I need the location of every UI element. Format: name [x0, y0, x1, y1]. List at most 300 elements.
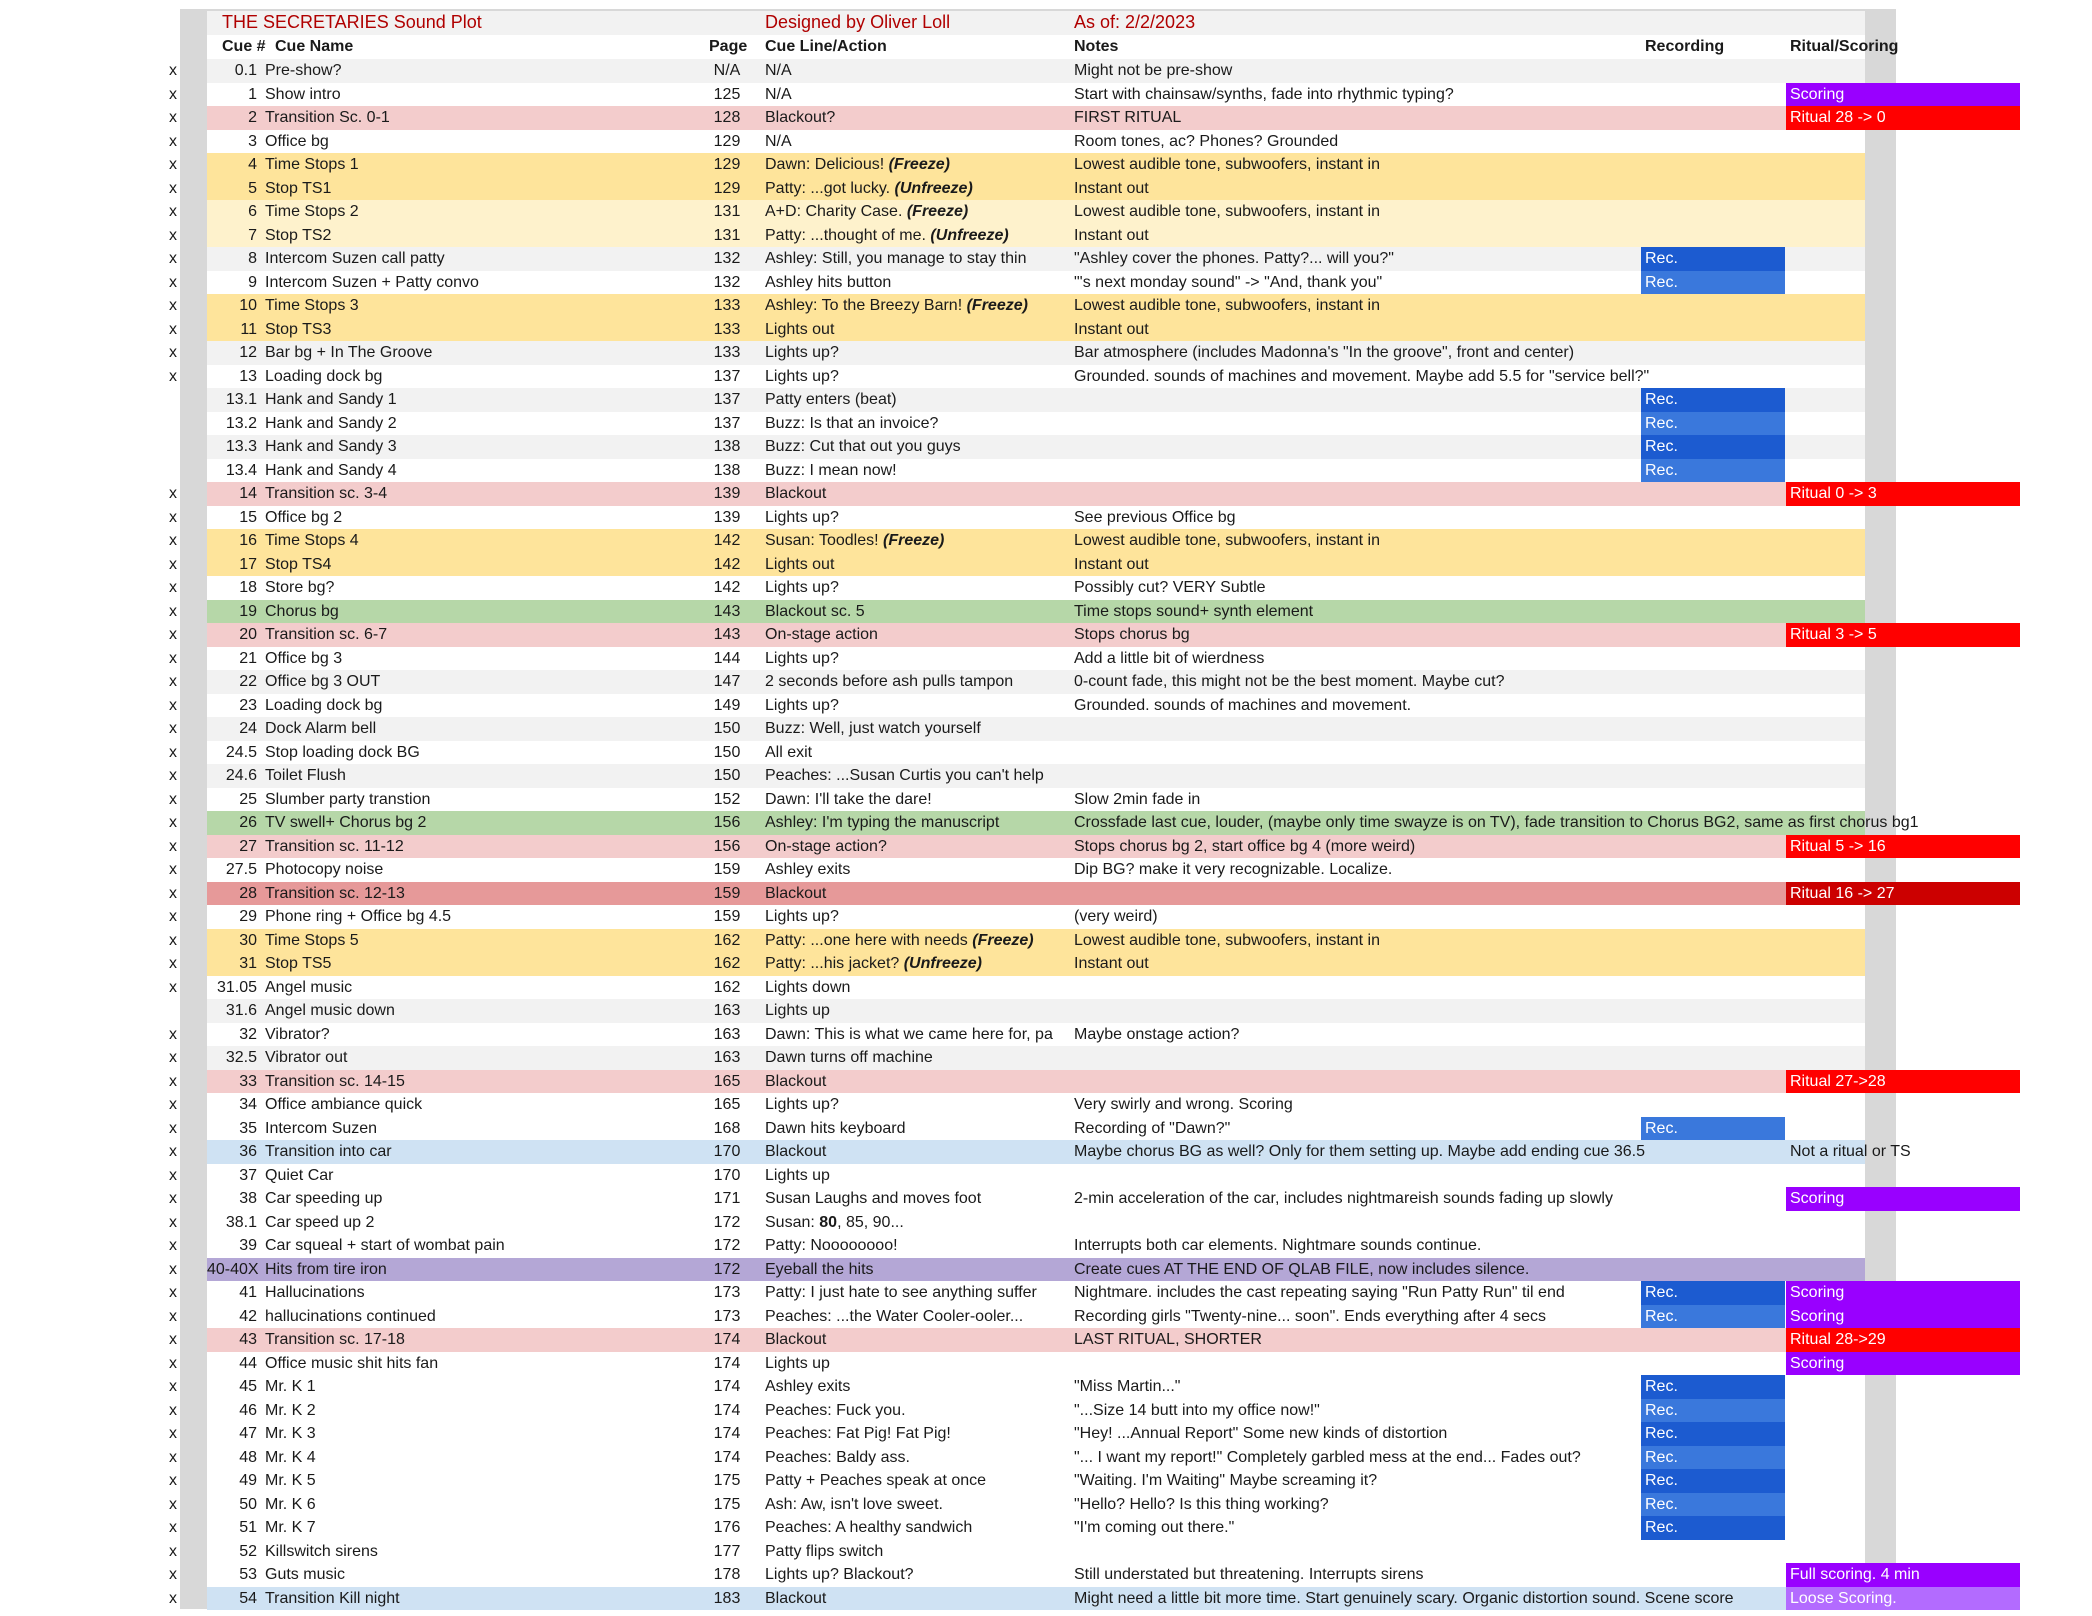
row-fill — [207, 1375, 1865, 1399]
table-row — [165, 482, 1877, 506]
cue-line: Susan: Toodles! (Freeze) — [765, 532, 945, 549]
cue-name: Guts music — [265, 1566, 346, 1583]
cue-notes: Lowest audible tone, subwoofers, instant in — [1074, 156, 1380, 173]
done-mark — [165, 435, 181, 459]
cue-line: Peaches: ...Susan Curtis you can't help — [765, 767, 1044, 784]
cue-name: Office bg — [265, 132, 329, 150]
table-row — [165, 1234, 1865, 1258]
cue-line: Lights up? Blackout? — [765, 1566, 914, 1583]
cue-number: 20 — [239, 626, 257, 643]
cue-page: 156 — [713, 837, 741, 855]
cue-name: Intercom Suzen — [265, 1119, 378, 1137]
cue-page: 174 — [713, 1354, 741, 1372]
row-fill — [207, 929, 1865, 953]
cue-line: Susan Laughs and moves foot — [765, 1190, 982, 1207]
table-row — [165, 318, 1865, 342]
cue-name: Transition sc. 17-18 — [265, 1331, 405, 1348]
table-row — [165, 976, 1865, 1000]
cue-notes: Recording of "Dawn?" — [1074, 1119, 1231, 1137]
done-mark — [165, 999, 181, 1023]
table-row — [165, 435, 1865, 459]
col-recording: Recording — [1645, 38, 1725, 55]
cue-page: 173 — [713, 1307, 741, 1325]
cue-name: Transition sc. 14-15 — [265, 1072, 405, 1090]
cue-number: 14 — [239, 485, 257, 502]
cue-notes: "...Size 14 butt into my office now!" — [1074, 1401, 1320, 1419]
row-fill — [207, 1234, 1865, 1258]
cue-number: 33 — [239, 1072, 257, 1090]
cue-line: Blackout? — [765, 109, 836, 126]
done-mark: x — [169, 1519, 177, 1536]
cue-notes: Stops chorus bg 2, start office bg 4 (more weird) — [1074, 837, 1416, 855]
done-mark: x — [169, 226, 177, 244]
cue-name: Transition sc. 11-12 — [265, 837, 404, 855]
cue-notes: "Waiting. I'm Waiting" Maybe screaming it? — [1074, 1472, 1378, 1489]
row-fill — [207, 1516, 1865, 1540]
done-mark: x — [169, 1354, 177, 1372]
table-row — [165, 1187, 1865, 1211]
cue-page: 172 — [713, 1237, 741, 1254]
cue-name: Car squeal + start of wombat pain — [265, 1237, 505, 1254]
title-row — [165, 11, 1865, 35]
cue-page: 150 — [713, 767, 741, 784]
cue-notes: "'s next monday sound" -> "And, thank you" — [1074, 273, 1383, 291]
recording-badge: Rec. — [1641, 435, 1785, 459]
row-fill — [207, 341, 1865, 365]
ritual-scoring-cell: Ritual 28->29 — [1786, 1328, 2020, 1352]
cue-name: Dock Alarm bell — [265, 720, 377, 737]
freeze-tag: (Freeze) — [902, 203, 969, 220]
recording-badge: Rec. — [1641, 1493, 1785, 1517]
cue-name: Bar bg + In The Groove — [265, 344, 433, 361]
cue-line: Blackout sc. 5 — [765, 602, 865, 620]
cue-number: 16 — [239, 532, 257, 549]
cue-notes: (very weird) — [1074, 908, 1158, 925]
cue-name: Stop TS3 — [265, 320, 332, 338]
done-mark: x — [169, 1542, 177, 1560]
cue-page: 133 — [713, 344, 741, 361]
cue-name: Office ambiance quick — [265, 1096, 423, 1113]
cue-notes: Start with chainsaw/synths, fade into rhythmic typing? — [1074, 85, 1454, 103]
done-mark: x — [169, 1143, 177, 1160]
table-row — [165, 1093, 1865, 1117]
cue-line: Ashley: To the Breezy Barn! (Freeze) — [765, 297, 1028, 314]
col-ritual-scoring: Ritual/Scoring — [1790, 38, 1899, 55]
cue-line: Ashley: I'm typing the manuscript — [765, 814, 1000, 831]
freeze-tag: (Freeze) — [884, 156, 950, 173]
cue-page: 178 — [713, 1566, 741, 1583]
cue-page: 152 — [713, 790, 741, 808]
done-mark: x — [169, 955, 177, 972]
cue-page: 150 — [713, 720, 741, 737]
cue-notes: Still understated but threatening. Interrupts sirens — [1074, 1566, 1424, 1583]
ritual-scoring-cell: Ritual 16 -> 27 — [1786, 882, 2020, 906]
cue-name: Transition sc. 6-7 — [265, 626, 388, 643]
cue-number: 24 — [239, 720, 257, 737]
cue-notes: Maybe onstage action? — [1074, 1025, 1240, 1043]
cue-name: Time Stops 3 — [265, 297, 359, 314]
cue-name: Stop loading dock BG — [265, 743, 420, 761]
cue-line: Blackout — [765, 1143, 827, 1160]
cue-number: 54 — [239, 1589, 257, 1607]
cue-name: Stop TS1 — [265, 179, 332, 197]
cue-notes: "... I want my report!" Completely garbled mess at the end... Fades out? — [1074, 1448, 1581, 1466]
done-mark: x — [169, 1049, 177, 1066]
table-row — [165, 1516, 1865, 1540]
done-mark: x — [169, 743, 177, 761]
cue-notes: "Ashley cover the phones. Patty?... will you?" — [1074, 250, 1394, 267]
cue-name: Transition sc. 3-4 — [265, 485, 388, 502]
row-fill — [207, 576, 1865, 600]
cue-notes: Time stops sound+ synth element — [1074, 602, 1314, 620]
row-fill — [207, 1023, 1865, 1047]
cue-line: Patty: I just hate to see anything suffer — [765, 1284, 1037, 1301]
column-header-row — [165, 35, 1899, 59]
table-row — [165, 717, 1865, 741]
table-row — [165, 1046, 1865, 1070]
cue-line: Patty: ...got lucky. (Unfreeze) — [765, 179, 973, 197]
cue-line: Dawn hits keyboard — [765, 1119, 906, 1137]
done-mark: x — [169, 1495, 177, 1513]
ritual-scoring-cell: Not a ritual or TS — [1790, 1143, 1911, 1160]
table-row — [165, 1375, 1865, 1399]
cue-number: 37 — [239, 1166, 257, 1184]
cue-name: Stop TS2 — [265, 226, 332, 244]
cue-name: Mr. K 4 — [265, 1448, 316, 1466]
cue-page: 142 — [713, 579, 741, 596]
row-fill — [207, 1070, 1886, 1094]
table-row — [165, 553, 1865, 577]
row-fill — [207, 318, 1865, 342]
cue-page: 172 — [713, 1260, 741, 1278]
table-row — [165, 600, 1865, 624]
table-row — [165, 1469, 1865, 1493]
row-fill — [207, 670, 1865, 694]
cue-page: 143 — [713, 602, 741, 620]
cue-name: Photocopy noise — [265, 861, 384, 878]
done-mark: x — [169, 1190, 177, 1207]
done-mark: x — [169, 931, 177, 949]
row-fill — [207, 600, 1865, 624]
cue-number: 40-40X — [207, 1260, 259, 1278]
cue-notes: Stops chorus bg — [1074, 626, 1190, 643]
done-mark — [165, 459, 181, 483]
cue-page: 132 — [713, 273, 741, 291]
done-mark: x — [169, 85, 177, 103]
cue-number: 17 — [239, 555, 257, 573]
cue-number: 18 — [239, 579, 257, 596]
cue-number: 4 — [248, 156, 257, 173]
cue-name: Quiet Car — [265, 1166, 334, 1184]
cue-notes: "Hey! ...Annual Report" Some new kinds of distortion — [1074, 1425, 1448, 1442]
table-row — [165, 1422, 1865, 1446]
table-row — [165, 788, 1865, 812]
done-mark: x — [169, 1307, 177, 1325]
cue-notes: Room tones, ac? Phones? Grounded — [1074, 132, 1339, 150]
cue-number: 38.1 — [225, 1213, 257, 1231]
cue-line: Blackout — [765, 884, 827, 902]
done-mark: x — [169, 1260, 177, 1278]
cue-line: Blackout — [765, 1589, 827, 1607]
designer-credit: Designed by Oliver Loll — [765, 12, 951, 32]
recording-badge: Rec. — [1641, 247, 1785, 271]
cue-line: Lights up? — [765, 344, 839, 361]
cue-page: 162 — [713, 931, 741, 949]
table-row — [165, 59, 1865, 83]
cue-line: Patty + Peaches speak at once — [765, 1472, 987, 1489]
cue-page: 133 — [713, 320, 741, 338]
cue-page: 175 — [713, 1495, 741, 1513]
cue-line: Buzz: Cut that out you guys — [765, 438, 961, 455]
row-fill — [207, 1093, 1865, 1117]
cue-number: 42 — [239, 1307, 257, 1325]
cue-number: 0.1 — [234, 62, 257, 79]
cue-notes: Instant out — [1074, 555, 1149, 573]
cue-number: 31.6 — [225, 1002, 257, 1019]
cue-number: 2 — [248, 109, 257, 126]
row-fill — [207, 247, 1865, 271]
cue-page: 175 — [713, 1472, 741, 1489]
cue-number: 49 — [239, 1472, 257, 1489]
row-fill — [207, 1352, 1865, 1376]
table-row — [165, 694, 1865, 718]
ritual-scoring-cell: Scoring — [1786, 1352, 2020, 1376]
cue-page: 176 — [713, 1519, 741, 1536]
table-row — [165, 1305, 1865, 1329]
row-fill — [207, 459, 1865, 483]
row-fill — [207, 200, 1865, 224]
recording-badge: Rec. — [1641, 1446, 1785, 1470]
cue-notes: LAST RITUAL, SHORTER — [1074, 1331, 1262, 1348]
as-of-date: As of: 2/2/2023 — [1074, 12, 1196, 32]
row-fill — [207, 1422, 1865, 1446]
cue-line: Lights out — [765, 320, 835, 338]
cue-notes: "Miss Martin..." — [1074, 1378, 1181, 1395]
table-row — [165, 247, 1865, 271]
col-notes: Notes — [1074, 38, 1119, 55]
row-fill — [207, 1140, 1911, 1164]
cue-number: 5 — [248, 179, 257, 197]
cue-number: 13 — [239, 367, 257, 385]
table-row — [165, 200, 1865, 224]
column-header-fill — [207, 35, 1899, 59]
cue-number: 35 — [239, 1119, 257, 1137]
cue-name: Vibrator? — [265, 1025, 330, 1043]
table-row — [165, 1140, 1911, 1164]
done-mark — [165, 388, 181, 412]
cue-name: Hank and Sandy 3 — [265, 438, 397, 455]
cue-number: 24.6 — [225, 767, 257, 784]
cue-line: N/A — [765, 132, 792, 150]
table-row — [165, 1281, 1865, 1305]
cue-page: 137 — [713, 367, 741, 385]
cue-line: Patty: Noooooooo! — [765, 1237, 898, 1254]
table-row — [165, 153, 1865, 177]
cue-notes: Add a little bit of wierdness — [1074, 649, 1265, 667]
cue-name: Time Stops 5 — [265, 931, 359, 949]
cue-number: 46 — [239, 1401, 257, 1419]
cue-name: Transition sc. 12-13 — [265, 884, 405, 902]
cue-name: Transition Sc. 0-1 — [265, 109, 390, 126]
cue-number: 32.5 — [225, 1049, 257, 1066]
cue-line: Buzz: Well, just watch yourself — [765, 720, 981, 737]
cue-page: 131 — [713, 203, 741, 220]
done-mark: x — [169, 1025, 177, 1043]
row-fill — [207, 1211, 1865, 1235]
cue-line: Ashley exits — [765, 861, 851, 878]
emphasis: 80 — [819, 1213, 838, 1231]
table-row — [165, 952, 1865, 976]
cue-page: 165 — [713, 1072, 741, 1090]
table-row — [165, 83, 1865, 107]
recording-badge: Rec. — [1641, 388, 1785, 412]
done-mark: x — [169, 179, 177, 197]
cue-name: Pre-show? — [265, 62, 342, 79]
ritual-scoring-cell: Scoring — [1786, 1305, 2020, 1329]
table-row — [165, 623, 1877, 647]
cue-number: 19 — [239, 602, 257, 620]
row-fill — [207, 1305, 1865, 1329]
ritual-scoring-cell: Full scoring. 4 min — [1786, 1563, 2020, 1587]
done-mark: x — [169, 132, 177, 150]
cue-notes: FIRST RITUAL — [1074, 109, 1182, 126]
ritual-scoring-cell: Ritual 28 -> 0 — [1786, 106, 2020, 130]
done-mark: x — [169, 884, 177, 902]
cue-notes: Instant out — [1074, 226, 1149, 244]
row-fill — [207, 694, 1865, 718]
cue-page: 183 — [713, 1589, 741, 1607]
row-fill — [207, 1187, 1865, 1211]
recording-badge: Rec. — [1641, 1469, 1785, 1493]
cue-number: 29 — [239, 908, 257, 925]
done-mark: x — [169, 1166, 177, 1184]
cue-name: Stop TS4 — [265, 555, 332, 573]
cue-name: Intercom Suzen + Patty convo — [265, 273, 479, 291]
row-fill — [207, 1258, 1865, 1282]
cue-name: Car speed up 2 — [265, 1213, 375, 1231]
done-mark: x — [169, 579, 177, 596]
cue-line: Ashley hits button — [765, 273, 892, 291]
table-row — [165, 764, 1865, 788]
cue-line: Lights up? — [765, 649, 839, 667]
done-mark: x — [169, 696, 177, 714]
col-cue-number: Cue # — [222, 38, 266, 55]
row-fill — [207, 999, 1865, 1023]
cue-number: 3 — [248, 132, 257, 150]
cue-name: Slumber party transtion — [265, 790, 431, 808]
cue-notes: Instant out — [1074, 320, 1149, 338]
cue-line: Ashley: Still, you manage to stay thin — [765, 250, 1027, 267]
cue-page: 128 — [713, 109, 741, 126]
cue-number: 38 — [239, 1190, 257, 1207]
done-mark: x — [169, 720, 177, 737]
done-mark: x — [169, 62, 177, 79]
row-fill — [207, 412, 1865, 436]
done-mark: x — [169, 1331, 177, 1348]
cue-notes: Interrupts both car elements. Nightmare sounds continue. — [1074, 1237, 1482, 1254]
table-row — [165, 459, 1865, 483]
cue-name: Toilet Flush — [265, 767, 346, 784]
table-row — [165, 670, 1865, 694]
cue-page: 159 — [713, 861, 741, 878]
cue-name: Angel music — [265, 978, 353, 996]
row-fill — [207, 529, 1865, 553]
cue-line: Dawn: Delicious! (Freeze) — [765, 156, 950, 173]
cue-page: 129 — [713, 179, 741, 197]
cue-line: Susan: 80, 85, 90... — [765, 1213, 904, 1231]
ritual-scoring-cell: Scoring — [1786, 1187, 2020, 1211]
cue-number: 9 — [248, 273, 257, 291]
cue-number: 10 — [239, 297, 257, 314]
recording-badge: Rec. — [1641, 1305, 1785, 1329]
cue-number: 32 — [239, 1025, 257, 1043]
table-row — [165, 929, 1865, 953]
cue-page: 138 — [713, 438, 741, 455]
done-mark: x — [169, 1472, 177, 1489]
table-row — [165, 506, 1865, 530]
cue-number: 41 — [239, 1284, 257, 1301]
cue-notes: Lowest audible tone, subwoofers, instant in — [1074, 203, 1380, 220]
cue-number: 31.05 — [216, 978, 257, 996]
table-row — [165, 1587, 1897, 1611]
cue-name: Angel music down — [265, 1002, 395, 1019]
table-row — [165, 1211, 1865, 1235]
cue-number: 45 — [239, 1378, 257, 1395]
ritual-scoring-cell: Loose Scoring. — [1786, 1587, 2020, 1611]
cue-name: Office bg 3 — [265, 649, 343, 667]
row-fill — [207, 1281, 1865, 1305]
cue-notes: Bar atmosphere (includes Madonna's "In the groove", front and center) — [1074, 344, 1575, 361]
recording-badge: Rec. — [1641, 1117, 1785, 1141]
done-mark: x — [169, 532, 177, 549]
cue-page: 163 — [713, 1025, 741, 1043]
ritual-scoring-cell: Ritual 0 -> 3 — [1786, 482, 2020, 506]
cue-notes: Grounded. sounds of machines and movement. Maybe add 5.5 for "service bell?" — [1074, 367, 1650, 385]
freeze-tag: (Freeze) — [962, 297, 1028, 314]
cue-page: 171 — [713, 1190, 741, 1207]
row-fill — [207, 623, 1877, 647]
cue-page: 174 — [713, 1331, 741, 1348]
cue-line: Eyeball the hits — [765, 1260, 874, 1278]
cue-notes: "Hello? Hello? Is this thing working? — [1074, 1495, 1329, 1513]
cue-notes: Maybe chorus BG as well? Only for them setting up. Maybe add ending cue 36.5 — [1074, 1143, 1645, 1160]
table-row — [165, 1164, 1865, 1188]
ritual-scoring-cell: Scoring — [1786, 83, 2020, 107]
done-mark: x — [169, 1096, 177, 1113]
cue-page: 129 — [713, 132, 741, 150]
freeze-tag: (Unfreeze) — [925, 226, 1009, 244]
cue-page: 172 — [713, 1213, 741, 1231]
cue-line: Lights down — [765, 978, 851, 996]
cue-notes: Slow 2min fade in — [1074, 790, 1201, 808]
done-mark: x — [169, 602, 177, 620]
cue-page: 163 — [713, 1002, 741, 1019]
table-row — [165, 365, 1865, 389]
cue-line: Dawn: I'll take the dare! — [765, 790, 932, 808]
table-row — [165, 1070, 1886, 1094]
done-mark: x — [169, 344, 177, 361]
cue-notes: 0-count fade, this might not be the best moment. Maybe cut? — [1074, 673, 1505, 690]
cue-number: 1 — [248, 85, 257, 103]
cue-line: Lights out — [765, 555, 835, 573]
done-mark: x — [169, 1401, 177, 1419]
row-fill — [207, 130, 1865, 154]
col-page: Page — [709, 38, 748, 55]
done-mark: x — [169, 626, 177, 643]
table-row — [165, 811, 1919, 835]
cue-line: Ash: Aw, isn't love sweet. — [765, 1495, 943, 1513]
col-cue-line: Cue Line/Action — [765, 38, 887, 55]
